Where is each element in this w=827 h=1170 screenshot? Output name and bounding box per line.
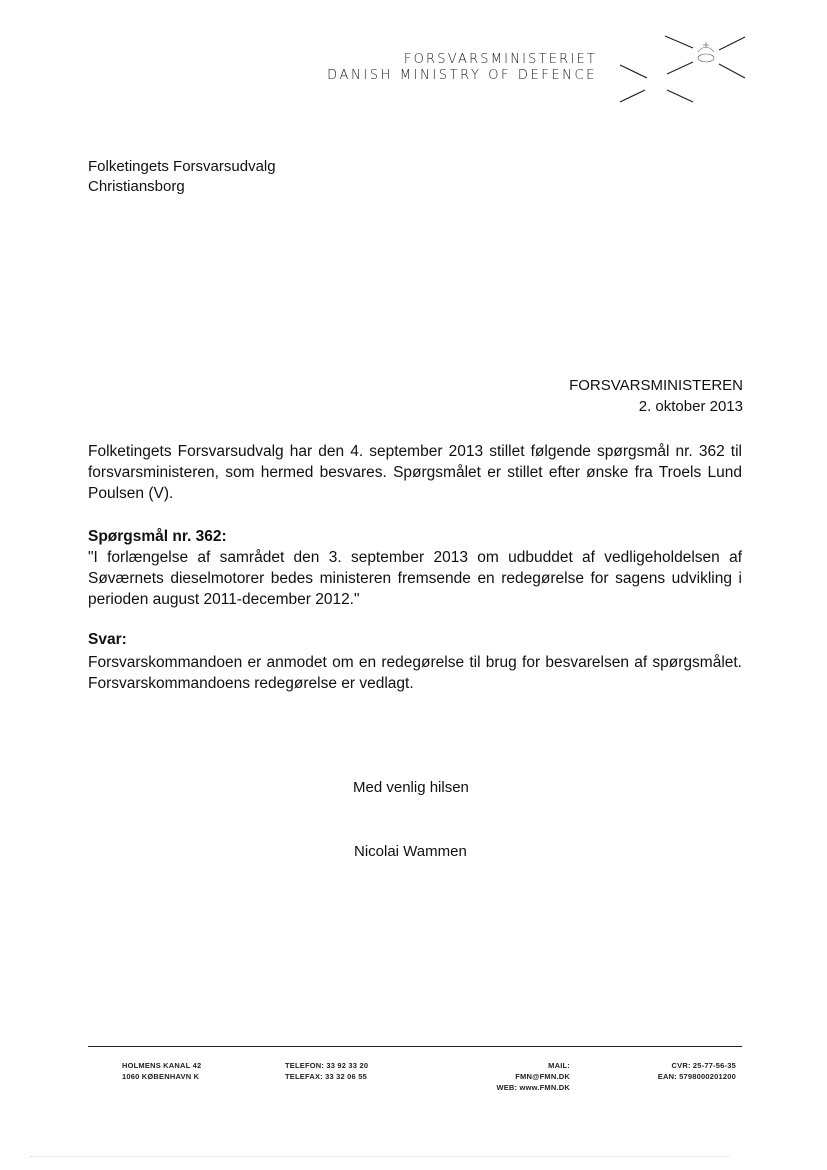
answer-text: Forsvarskommandoen er anmodet om en redegørelse til brug for besvarelsen af spørgsmålet. Forsvarskommandoens redegørelse er vedlagt. — [88, 654, 742, 692]
footer-address-line-2: 1060 KØBENHAVN K — [122, 1072, 200, 1081]
question-heading: Spørgsmål nr. 362: — [88, 528, 227, 545]
footer-ean: EAN: 5798000201200 — [657, 1072, 736, 1081]
footer-contact — [492, 1060, 570, 1093]
footer-cvr: CVR: 25-77-56-35 — [671, 1061, 736, 1070]
crown-cross-logo-icon — [615, 30, 750, 110]
answer-heading: Svar: — [88, 631, 127, 648]
ministry-name-danish: FORSVARSMINISTERIET — [403, 52, 597, 67]
recipient-line-1: Folketingets Forsvarsudvalg — [88, 158, 276, 175]
footer-address-line-1: HOLMENS KANAL 42 — [122, 1061, 202, 1070]
footer-divider — [88, 1046, 742, 1047]
closing-greeting: Med venlig hilsen — [353, 779, 469, 796]
footer-telefax: TELEFAX: 33 32 06 55 — [285, 1072, 367, 1081]
footer-address — [122, 1060, 201, 1082]
recipient-block — [88, 157, 276, 197]
sender-name: FORSVARSMINISTEREN — [569, 377, 743, 394]
sender-block — [569, 375, 743, 417]
ministry-name-english: DANISH MINISTRY OF DEFENCE — [327, 68, 597, 83]
signer-name: Nicolai Wammen — [354, 843, 467, 860]
footer-ids — [640, 1060, 736, 1082]
intro-paragraph: Folketingets Forsvarsudvalg har den 4. september 2013 stillet følgende spørgsmål nr. 362 til forsvarsministeren, som hermed besvares. Spørgsmålet er stillet efter ønske fra Troels Lund Poulsen (V). — [88, 443, 742, 502]
footer-phone — [285, 1060, 368, 1082]
footer-telephone: TELEFON: 33 92 33 20 — [285, 1061, 369, 1070]
footer-mail: MAIL: FMN@FMN.DK — [515, 1061, 570, 1081]
letter-date: 2. oktober 2013 — [638, 398, 743, 415]
footer-web: WEB: www.FMN.DK — [496, 1083, 570, 1092]
recipient-line-2: Christiansborg — [88, 178, 185, 195]
scan-dotted-line — [30, 1156, 730, 1158]
question-text: "I forlængelse af samrådet den 3. september 2013 om udbuddet af vedligeholdelsen af Søværnets dieselmotorer bedes ministeren fremsende en redegørelse for sagens udvikling i perioden august 2011-december 2012." — [88, 549, 742, 608]
ministry-header — [327, 52, 597, 84]
